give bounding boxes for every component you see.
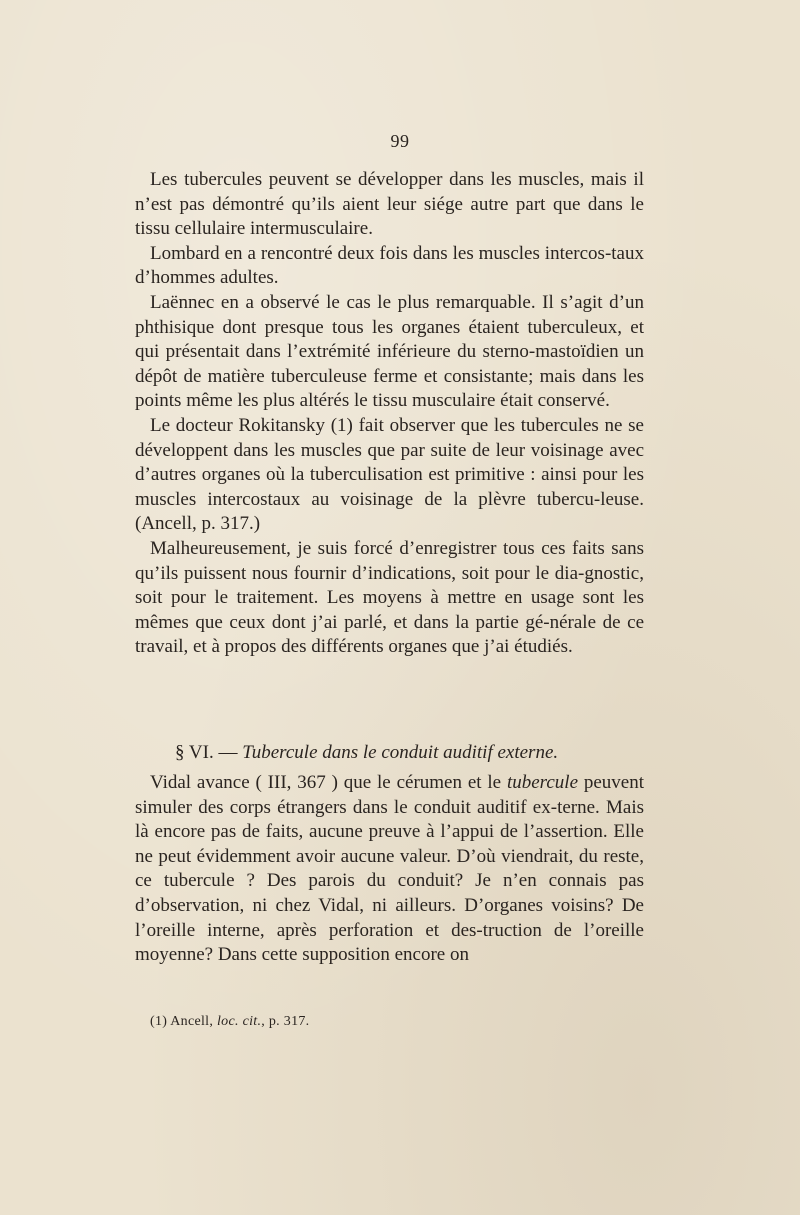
section-body bbox=[135, 771, 644, 968]
section-number: § VI. — bbox=[175, 742, 243, 763]
footnote-start: (1) Ancell, bbox=[150, 1014, 217, 1029]
paragraph-vidal-start: Vidal avance ( III, 367 ) que le cérumen et le bbox=[150, 772, 507, 793]
paragraph-vidal bbox=[135, 771, 644, 968]
body-text bbox=[135, 168, 644, 660]
section-title: Tubercule dans le conduit auditif externe. bbox=[242, 742, 559, 763]
footnote-italic: loc. cit. bbox=[216, 1014, 262, 1029]
paragraph-malheureusement: Malheureusement, je suis forcé d’enregistrer tous ces faits sans qu’ils puissent nous fournir d’indications, soit pour le dia-gnostic, soit pour le traitement. Les moyens à mettre en usage sont les mêmes que ceux dont j’ai parlé, et dans la partie gé-nérale de ce travail, et à propos des différents organes que j’ai étudiés. bbox=[135, 537, 644, 658]
page-number: 99 bbox=[390, 131, 410, 151]
paragraph-lombard: Lombard en a rencontré deux fois dans les muscles intercos-taux d’hommes adultes. bbox=[135, 242, 644, 289]
paragraph-laennec: Laënnec en a observé le cas le plus remarquable. Il s’agit d’un phthisique dont presque tous les organes étaient tuberculeux, et qui présentait dans l’extrémité inférieure du sterno-mastoïdien un dépôt de matière tuberculeuse ferme et consistante; mais dans les points même les plus altérés le tissu musculaire était conservé. bbox=[135, 291, 644, 412]
section-heading bbox=[135, 741, 644, 766]
paragraph-rokitansky: Le docteur Rokitansky (1) fait observer que les tubercules ne se développent dans les muscles que par suite de leur voisinage avec d’autres organes où la tuberculisation est primitive : ainsi pour les muscles intercostaux au voisinage de la plèvre tubercu-leuse. (Ancell, p. 317.) bbox=[135, 414, 644, 535]
footnote bbox=[150, 1014, 309, 1030]
footnote-end: , p. 317. bbox=[261, 1014, 310, 1029]
paragraph-vidal-italic: tubercule bbox=[506, 772, 578, 793]
paragraph-muscles: Les tubercules peuvent se développer dans les muscles, mais il n’est pas démontré qu’ils aient leur siége autre part que dans le tissu cellulaire intermusculaire. bbox=[135, 169, 644, 240]
paragraph-vidal-rest: peuvent simuler des corps étrangers dans le conduit auditif ex-terne. Mais là encore pas de faits, aucune preuve à l’appui de l’assertion. Elle ne peut évidemment avoir aucune valeur. D’où viendrait, du reste, ce tubercule ? Des parois du conduit? Je n’en connais pas d’observation, ni chez Vidal, ni ailleurs. D’organes voisins? De l’oreille interne, après perforation et des-truction de l’oreille moyenne? Dans cette supposition encore on bbox=[135, 772, 644, 966]
